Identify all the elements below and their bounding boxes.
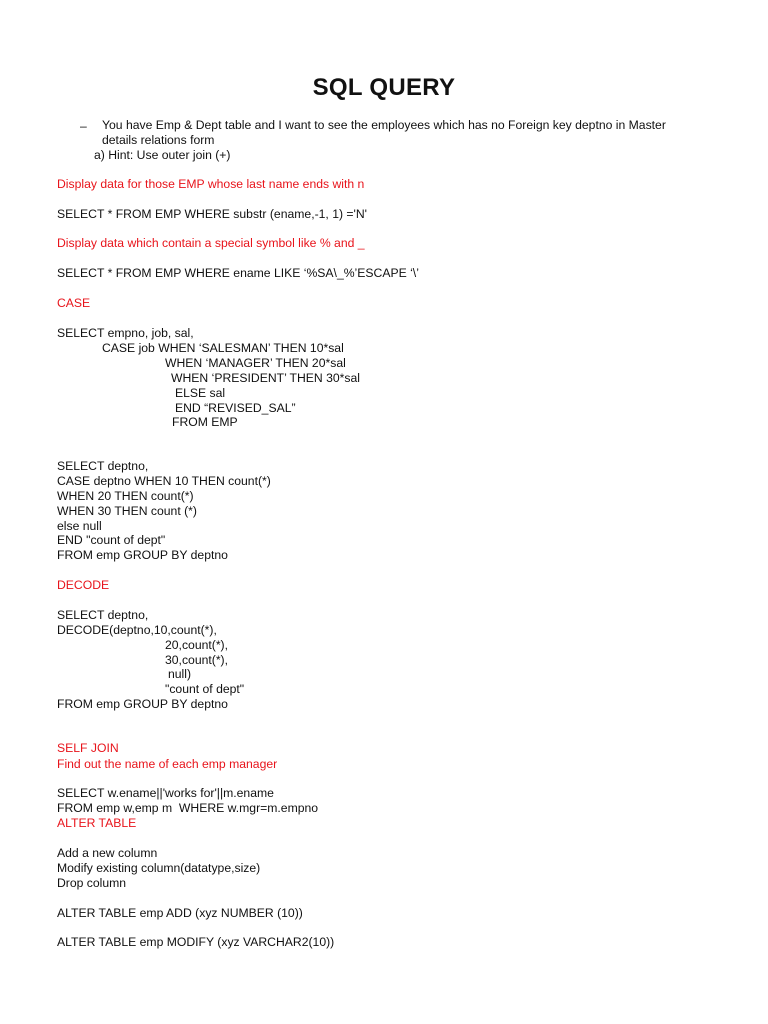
decode-query-line: "count of dept" [165,682,245,696]
case-query2-line: CASE deptno WHEN 10 THEN count(*) [57,474,271,488]
case-query1-line: ELSE sal [175,386,226,400]
case-query1-line: WHEN ‘PRESIDENT’ THEN 30*sal [171,371,360,385]
intro-hint: a) Hint: Use outer join (+) [94,148,231,162]
subheading-self-join: Find out the name of each emp manager [57,757,278,771]
alter-table-note: Modify existing column(datatype,size) [57,861,261,875]
alter-table-add-query: ALTER TABLE emp ADD (xyz NUMBER (10)) [57,906,303,920]
case-query2-line: WHEN 30 THEN count (*) [57,504,197,518]
bullet-dash: – [80,119,87,133]
intro-line-1: You have Emp & Dept table and I want to see the employees which has no Foreign key deptno in Master [102,118,666,132]
decode-query-line: 20,count(*), [165,638,229,652]
heading-special-symbol: Display data which contain a special symbol like % and _ [57,236,365,250]
intro-line-2: details relations form [102,133,215,147]
case-query2-line: END "count of dept" [57,533,166,547]
decode-query-line: DECODE(deptno,10,count(*), [57,623,217,637]
alter-table-note: Drop column [57,876,127,890]
heading-case: CASE [57,296,91,310]
self-join-query-line: FROM emp w,emp m WHERE w.mgr=m.empno [57,801,319,815]
self-join-query-line: SELECT w.ename||'works for'||m.ename [57,786,274,800]
page-title: SQL QUERY [312,74,456,101]
case-query1-line: END “REVISED_SAL” [175,401,296,415]
decode-query-line: FROM emp GROUP BY deptno [57,697,228,711]
heading-self-join: SELF JOIN [57,741,119,755]
query-special-symbol: SELECT * FROM EMP WHERE ename LIKE ‘%SA\_%’ESCAPE ‘\’ [57,266,419,280]
case-query1-line: FROM EMP [172,415,238,429]
alter-table-note: Add a new column [57,846,158,860]
heading-alter-table: ALTER TABLE [57,816,137,830]
alter-table-modify-query: ALTER TABLE emp MODIFY (xyz VARCHAR2(10)) [57,935,335,949]
decode-query-line: null) [168,667,192,681]
query-last-name: SELECT * FROM EMP WHERE substr (ename,-1, 1) ='N' [57,207,367,221]
case-query1-line: SELECT empno, job, sal, [57,326,194,340]
case-query2-line: else null [57,519,102,533]
heading-decode: DECODE [57,578,110,592]
case-query1-line: WHEN ‘MANAGER’ THEN 20*sal [165,356,346,370]
case-query2-line: SELECT deptno, [57,459,149,473]
decode-query-line: 30,count(*), [165,653,229,667]
heading-last-name: Display data for those EMP whose last name ends with n [57,177,365,191]
case-query2-line: WHEN 20 THEN count(*) [57,489,194,503]
case-query2-line: FROM emp GROUP BY deptno [57,548,228,562]
decode-query-line: SELECT deptno, [57,608,149,622]
case-query1-line: CASE job WHEN ‘SALESMAN’ THEN 10*sal [102,341,344,355]
